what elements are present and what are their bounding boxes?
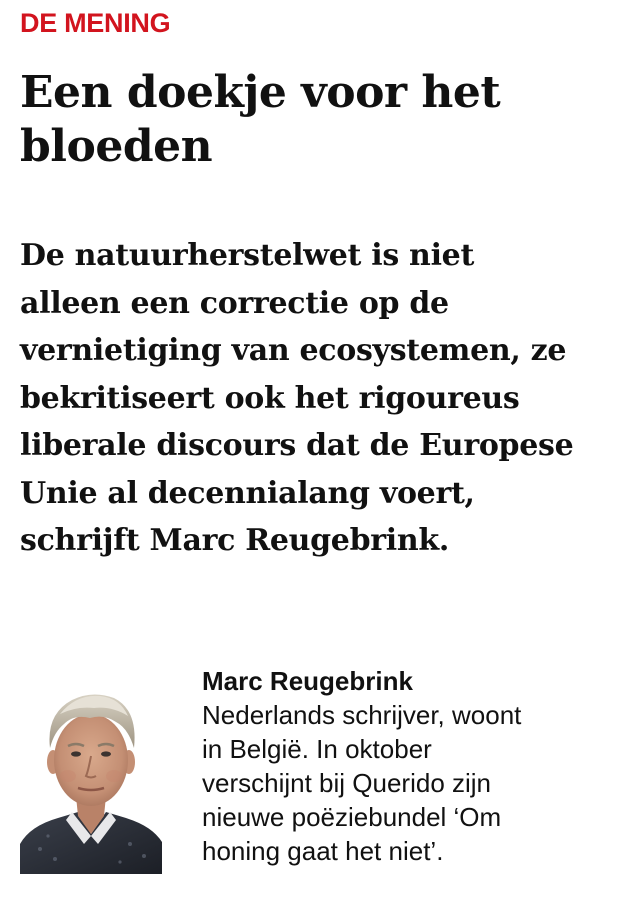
author-portrait <box>20 684 162 874</box>
article-headline: Een doekje voor het bloeden <box>20 67 501 172</box>
author-box <box>20 664 600 904</box>
article-lead: De natuurherstelwet is niet alleen een correctie op de vernietiging van ecosystemen, ze bekritiseert ook het rigoureus liberale discours dat de Europese Unie al decennialang voert, schrijft Marc Reugebrink. <box>20 238 574 558</box>
author-photo <box>20 684 162 874</box>
author-info <box>202 664 562 868</box>
section-label[interactable]: DE MENING <box>20 8 171 38</box>
author-name[interactable]: Marc Reugebrink <box>202 666 413 696</box>
author-bio: Nederlands schrijver, woont in België. In oktober verschijnt bij Querido zijn nieuwe poëziebundel ‘Om honing gaat het niet’. <box>202 700 522 866</box>
